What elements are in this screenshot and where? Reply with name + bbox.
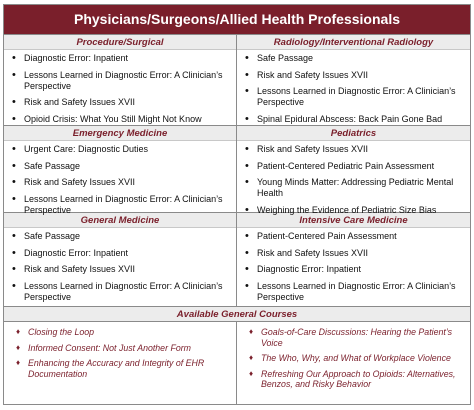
list-item: • Risk and Safety Issues XVII: [245, 144, 466, 155]
section-heading: Radiology/Interventional Radiology: [237, 35, 470, 50]
section-pediatrics: [237, 125, 470, 215]
list-item: • Spinal Epidural Abscess: Back Pain Gone Bad: [245, 114, 466, 125]
general-course-item: ♦ Enhancing the Accuracy and Integrity of EHR Documentation: [16, 358, 232, 379]
list-item: • Diagnostic Error: Inpatient: [12, 53, 232, 64]
list-item: • Weighing the Evidence of Pediatric Size Bias: [245, 205, 466, 216]
list-item: • Urgent Care: Diagnostic Duties: [12, 144, 232, 155]
general-courses-left: [4, 322, 237, 404]
list-item: • Lessons Learned in Diagnostic Error: A Clinician’s Perspective: [12, 194, 232, 216]
general-course-item: ♦ Informed Consent: Not Just Another Form: [16, 343, 232, 354]
list-item: • Patient-Centered Pediatric Pain Assessment: [245, 161, 466, 172]
course-table: [3, 4, 471, 405]
list-item: • Safe Passage: [245, 53, 466, 64]
section-radiology: [237, 34, 470, 125]
section-intensive-care: [237, 212, 470, 306]
list-item: • Lessons Learned in Diagnostic Error: A Clinician’s Perspective: [245, 86, 466, 108]
section-heading: General Medicine: [4, 213, 236, 228]
general-courses-right: [237, 322, 470, 404]
general-course-item: ♦ Refreshing Our Approach to Opioids: Alternatives, Benzos, and Risky Behavior: [249, 369, 466, 390]
section-procedure-surgical: [4, 34, 237, 125]
list-item: • Risk and Safety Issues XVII: [245, 70, 466, 81]
list-item: • Safe Passage: [12, 231, 232, 242]
list-item: • Risk and Safety Issues XVII: [245, 248, 466, 259]
section-heading: Pediatrics: [237, 126, 470, 141]
list-item: • Risk and Safety Issues XVII: [12, 264, 232, 275]
list-item: • Patient-Centered Pain Assessment: [245, 231, 466, 242]
general-courses-heading: Available General Courses: [4, 306, 470, 322]
list-item: • Diagnostic Error: Inpatient: [12, 248, 232, 259]
list-item: • Lessons Learned in Diagnostic Error: A Clinician’s Perspective: [245, 281, 466, 303]
section-general-medicine: [4, 212, 237, 306]
list-item: • Lessons Learned in Diagnostic Error: A Clinician’s Perspective: [12, 281, 232, 303]
list-item: • Lessons Learned in Diagnostic Error: A Clinician’s Perspective: [12, 70, 232, 92]
section-heading: Procedure/Surgical: [4, 35, 236, 50]
list-item: • Diagnostic Error: Inpatient: [245, 264, 466, 275]
list-item: • Risk and Safety Issues XVII: [12, 177, 232, 188]
section-heading: Emergency Medicine: [4, 126, 236, 141]
general-course-item: ♦ The Who, Why, and What of Workplace Violence: [249, 353, 466, 364]
page-title: Physicians/Surgeons/Allied Health Professionals: [4, 5, 470, 34]
list-item: • Risk and Safety Issues XVII: [12, 97, 232, 108]
section-emergency-medicine: [4, 125, 237, 215]
list-item: • Safe Passage: [12, 161, 232, 172]
section-heading: Intensive Care Medicine: [237, 213, 470, 228]
general-course-item: ♦ Closing the Loop: [16, 327, 232, 338]
general-courses: [4, 322, 470, 404]
list-item: • Opioid Crisis: What You Still Might Not Know: [12, 114, 232, 125]
list-item: • Young Minds Matter: Addressing Pediatric Mental Health: [245, 177, 466, 199]
general-course-item: ♦ Goals-of-Care Discussions: Hearing the Patient’s Voice: [249, 327, 466, 348]
